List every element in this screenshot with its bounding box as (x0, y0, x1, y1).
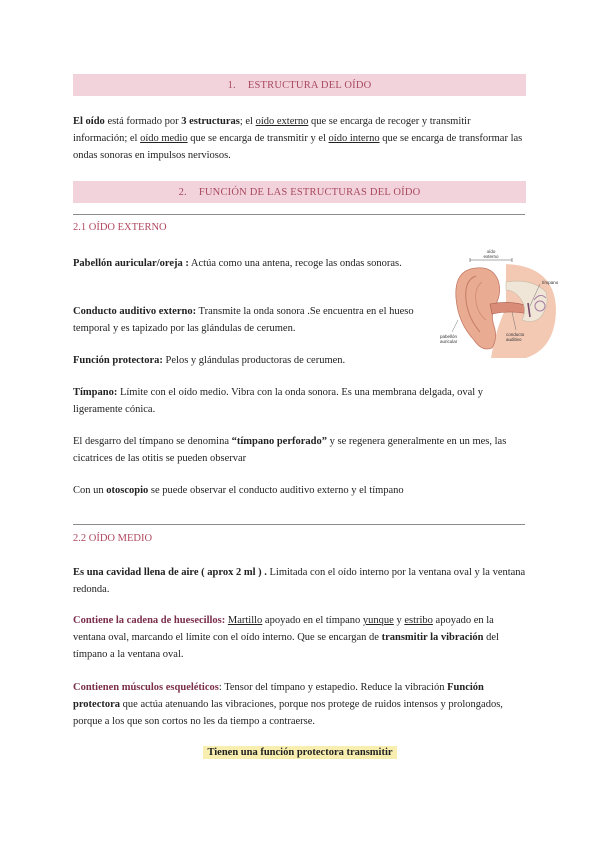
svg-text:auditivo: auditivo (506, 337, 522, 342)
highlighted-summary: Tienen una función protectora transmitir (203, 746, 396, 759)
intro-text: está formado por (104, 116, 182, 127)
intro-oido-interno: oído interno (328, 133, 380, 144)
pabellon-paragraph (73, 255, 428, 272)
desgarro-text: y se regenera generalmente en un mes, las cicatrices de las otitis se pueden observar (73, 436, 507, 464)
section-2-title: FUNCIÓN DE LAS ESTRUCTURAS DEL OÍDO (198, 186, 421, 198)
svg-text:conducto: conducto (506, 332, 525, 337)
svg-text:oído: oído (486, 249, 496, 254)
cadena-paragraph: Contiene la cadena de huesecillos: Martillo apoyado en el tímpano yunque y estribo apoyado en la ventana oval, marcando el límite con el oído interno. Que se encargan de transmitir la vibración del tímpano a la ventana oval. (73, 615, 499, 660)
otoscopio-bold: otoscopio (106, 485, 149, 496)
intro-text: que se encarga de transformar las ondas sonoras en impulsos nerviosos. (73, 133, 523, 161)
section-1-number: 1. (227, 79, 236, 91)
section-2-number: 2. (178, 186, 187, 198)
divider-line (73, 214, 525, 215)
subheading-oido-medio: 2.2 OÍDO MEDIO (73, 533, 153, 544)
conducto-text: Transmite la onda sonora .Se encuentra en el hueso temporal y es tapizado por las glándulas de cerumen. (73, 306, 414, 334)
conducto-paragraph (73, 303, 428, 337)
conducto-label: Conducto auditivo externo: (73, 306, 197, 317)
martillo: Martillo (227, 615, 263, 626)
otoscopio-paragraph (73, 482, 526, 499)
svg-text:externo: externo (483, 254, 499, 259)
cavidad-text: Limitada con el oído interno por la ventana oval y la ventana redonda. (73, 567, 526, 595)
closing-line (0, 742, 600, 760)
cavidad-paragraph (73, 564, 526, 598)
svg-text:tímpano: tímpano (542, 280, 558, 285)
transmitir-vibracion-bold: transmitir la vibración (381, 632, 484, 643)
ear-anatomy-figure (436, 248, 558, 360)
timpano-perforado-bold: “tímpano perforado” (231, 436, 327, 447)
section-1-title: ESTRUCTURA DEL OÍDO (247, 79, 372, 91)
subheading-oido-externo: 2.1 OÍDO EXTERNO (73, 222, 167, 233)
funcion-protectora-bold: Función protectora (73, 682, 484, 710)
timpano-text: Límite con el oído medio. Vibra con la onda sonora. Es una membrana delgada, oval y ligeramente cónica. (73, 387, 484, 415)
intro-paragraph (73, 113, 526, 164)
pabellon-text: Actúa como una antena, recoge las ondas sonoras. (188, 258, 402, 269)
section-1-heading (73, 74, 526, 96)
cadena-label: Contiene la cadena de huesecillos: (73, 615, 226, 626)
desgarro-paragraph (73, 433, 526, 467)
ear-diagram-icon (436, 248, 558, 360)
musculos-label: Contienen músculos esqueléticos (73, 682, 219, 693)
section-2-heading (73, 181, 526, 203)
intro-oido-bold: El oído (73, 116, 105, 127)
intro-text: que se encarga de recoger y transmitir información; el (73, 116, 471, 144)
funcion-text: Pelos y glándulas productoras de cerumen. (162, 355, 346, 366)
estribo: estribo (404, 615, 433, 626)
intro-oido-externo: oído externo (255, 116, 309, 127)
intro-text: ; el (239, 116, 256, 127)
intro-text: que se encarga de transmitir y el (187, 133, 329, 144)
pabellon-label: Pabellón auricular/oreja : (73, 258, 189, 269)
cavidad-bold: Es una cavidad llena de aire ( aprox 2 ml ) . (73, 567, 267, 578)
svg-text:auricular: auricular (440, 339, 458, 344)
yunque: yunque (362, 615, 394, 626)
otoscopio-text: Con un (73, 485, 107, 496)
funcion-label: Función protectora: (73, 355, 163, 366)
divider-line (73, 524, 525, 525)
funcion-paragraph (73, 352, 428, 369)
otoscopio-text: se puede observar el conducto auditivo externo y el tímpano (148, 485, 404, 496)
desgarro-text: El desgarro del tímpano se denomina (73, 436, 232, 447)
timpano-paragraph (73, 384, 526, 418)
musculos-paragraph: Contienen músculos esqueléticos: Tensor del tímpano y estapedio. Reduce la vibración Función protectora que actúa atenuando las vibraciones, porque nos protege de ruidos intensos y prolongados, porque a los que son cortos no les da tiempo a contraerse. (73, 682, 503, 727)
intro-oido-medio: oído medio (140, 133, 188, 144)
intro-estructuras-bold: 3 estructuras (181, 116, 240, 127)
svg-text:pabellón: pabellón (440, 334, 458, 339)
timpano-label: Tímpano: (73, 387, 118, 398)
